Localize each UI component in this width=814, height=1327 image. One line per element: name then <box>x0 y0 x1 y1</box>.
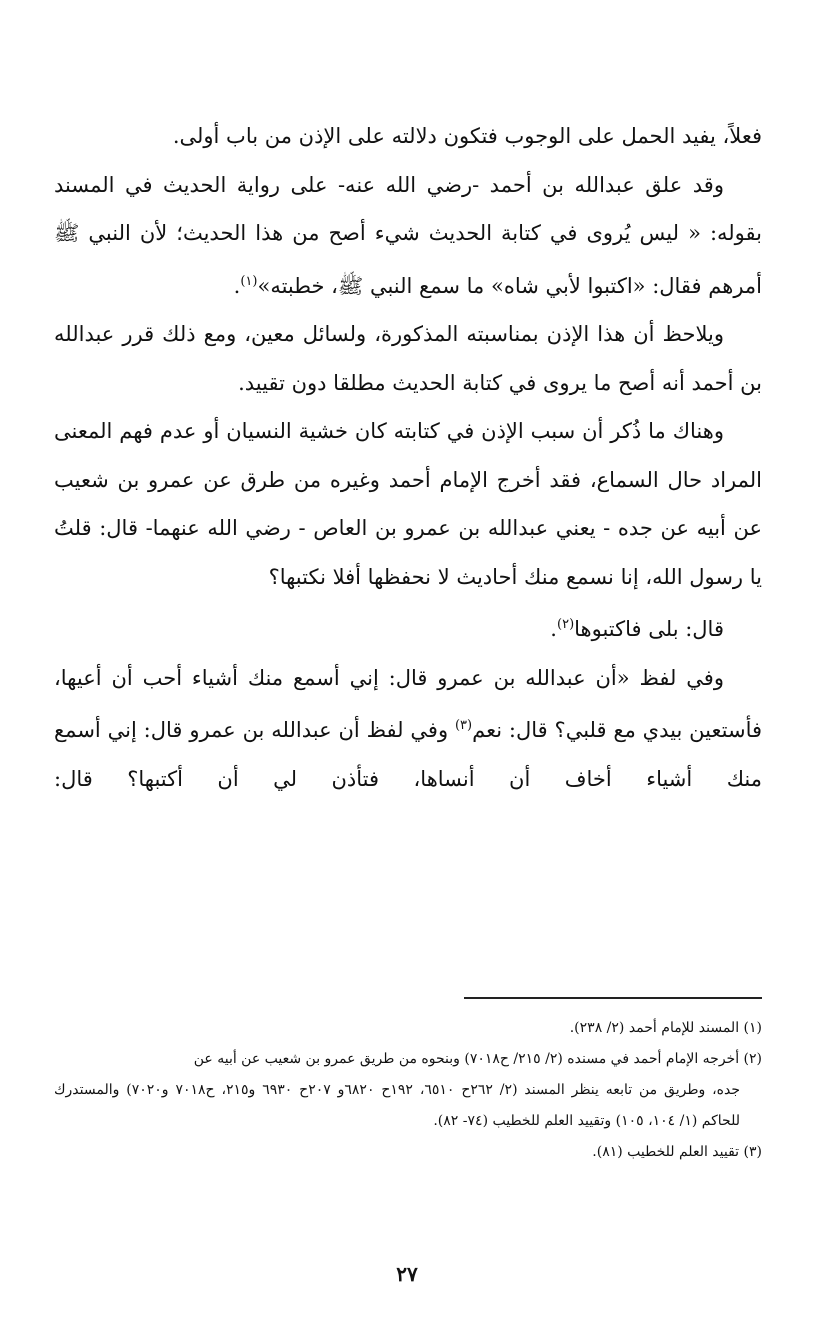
footnote-2-line-c: ح٧٠١٨ و٧٠٢٠) والمستدرك للحاكم (١/ ١٠٤، ١٠٥) وتقييد العلم للخطيب (٧٤- ٨٢). <box>54 1082 740 1129</box>
line-2c: لأن النبي ﷺ أمرهم فقال: «اكتبوا لأبي شاه» ما سمع النبي ﷺ، خطبته» <box>54 221 762 298</box>
line-3b: عبدالله بن أحمد أنه أصح ما يروى في كتابة الحديث مطلقا دون تقييد. <box>54 322 762 395</box>
line-3a: ويلاحظ أن هذا الإذن بمناسبته المذكورة، ولسائل معين، ومع ذلك قرر <box>122 322 724 346</box>
line-4a: وهناك ما ذُكر أن سبب الإذن في كتابته كان خشية النسيان أو عدم <box>159 419 724 443</box>
line-5: قال: بلى فاكتبوها <box>574 617 724 641</box>
line-2c-end: . <box>233 273 241 298</box>
footnotes <box>54 1013 762 1168</box>
footnote-ref-3: (٣) <box>454 718 473 733</box>
main-text <box>54 112 762 803</box>
line-6a: وفي لفظ «أن عبدالله بن عمرو قال: إني أسمع منك أشياء أحب أن <box>111 665 724 690</box>
paragraph-4 <box>54 407 762 601</box>
paragraph-3 <box>54 310 762 407</box>
footnote-2-continued <box>54 1075 762 1137</box>
line-4c: عمرو بن شعيب عن أبيه عن جده - يعني عبدالله بن عمرو بن العاص <box>54 467 762 540</box>
line-5-end: . <box>550 617 557 641</box>
line-4b: فهم المعنى المراد حال السماع، فقد أخرج الإمام أحمد وغيره من طرق عن <box>54 419 762 492</box>
page-number: ٢٧ <box>396 1262 418 1286</box>
line-2b: المسند بقوله: « ليس يُروى في كتابة الحديث شيء أصح من هذا الحديث؛ <box>54 172 762 245</box>
line-4d: - رضي الله عنهما- قال: قلتُ يا رسول الله، إنا نسمع منك أحاديث لا <box>54 516 762 589</box>
paragraph-1 <box>54 112 762 161</box>
line-6b-cont: وفي لفظ أن عبدالله بن عمرو <box>189 718 455 742</box>
line-6b: أعيها، فأستعين بيدي مع قلبي؟ قال: نعم <box>54 665 763 742</box>
footnote-2 <box>54 1044 762 1075</box>
line-6c: قال: إني أسمع منك أشياء أخاف أن أنساها، فتأذن لي أن أكتبها؟ قال: <box>54 718 762 791</box>
footnote-separator <box>464 997 762 999</box>
line-1: فعلاً، يفيد الحمل على الوجوب فتكون دلالته على الإذن من باب أولى. <box>172 124 762 148</box>
footnote-ref-2: (٢) <box>556 617 575 632</box>
paragraph-2 <box>54 161 762 311</box>
footnote-2-line-a: (٢) أخرجه الإمام أحمد في مسنده (٢/ ٢١٥/ ح٧٠١٨) وبنحوه من طريق عمرو بن شعيب عن أبيه عن <box>193 1051 762 1067</box>
paragraph-5 <box>54 601 762 654</box>
line-2a: وقد علق عبدالله بن أحمد -رضي الله عنه- على رواية الحديث في <box>124 172 724 197</box>
paragraph-6 <box>54 654 762 804</box>
footnote-1: (١) المسند للإمام أحمد (٢/ ٢٣٨). <box>569 1020 762 1036</box>
footnote-2-line-b: جده، وطريق من تابعه ينظر المسند (٢/ ٢٦٢ح ٦٥١٠، ١٩٢ح ٦٨٢٠و ٢٠٧ح ٦٩٣٠ و٢١٥، <box>221 1082 740 1098</box>
footnote-3: (٣) تقييد العلم للخطيب (٨١). <box>592 1144 762 1160</box>
footnote-ref-1: (١) <box>240 273 258 289</box>
line-4e: نحفظها أفلا نكتبها؟ <box>268 564 431 589</box>
